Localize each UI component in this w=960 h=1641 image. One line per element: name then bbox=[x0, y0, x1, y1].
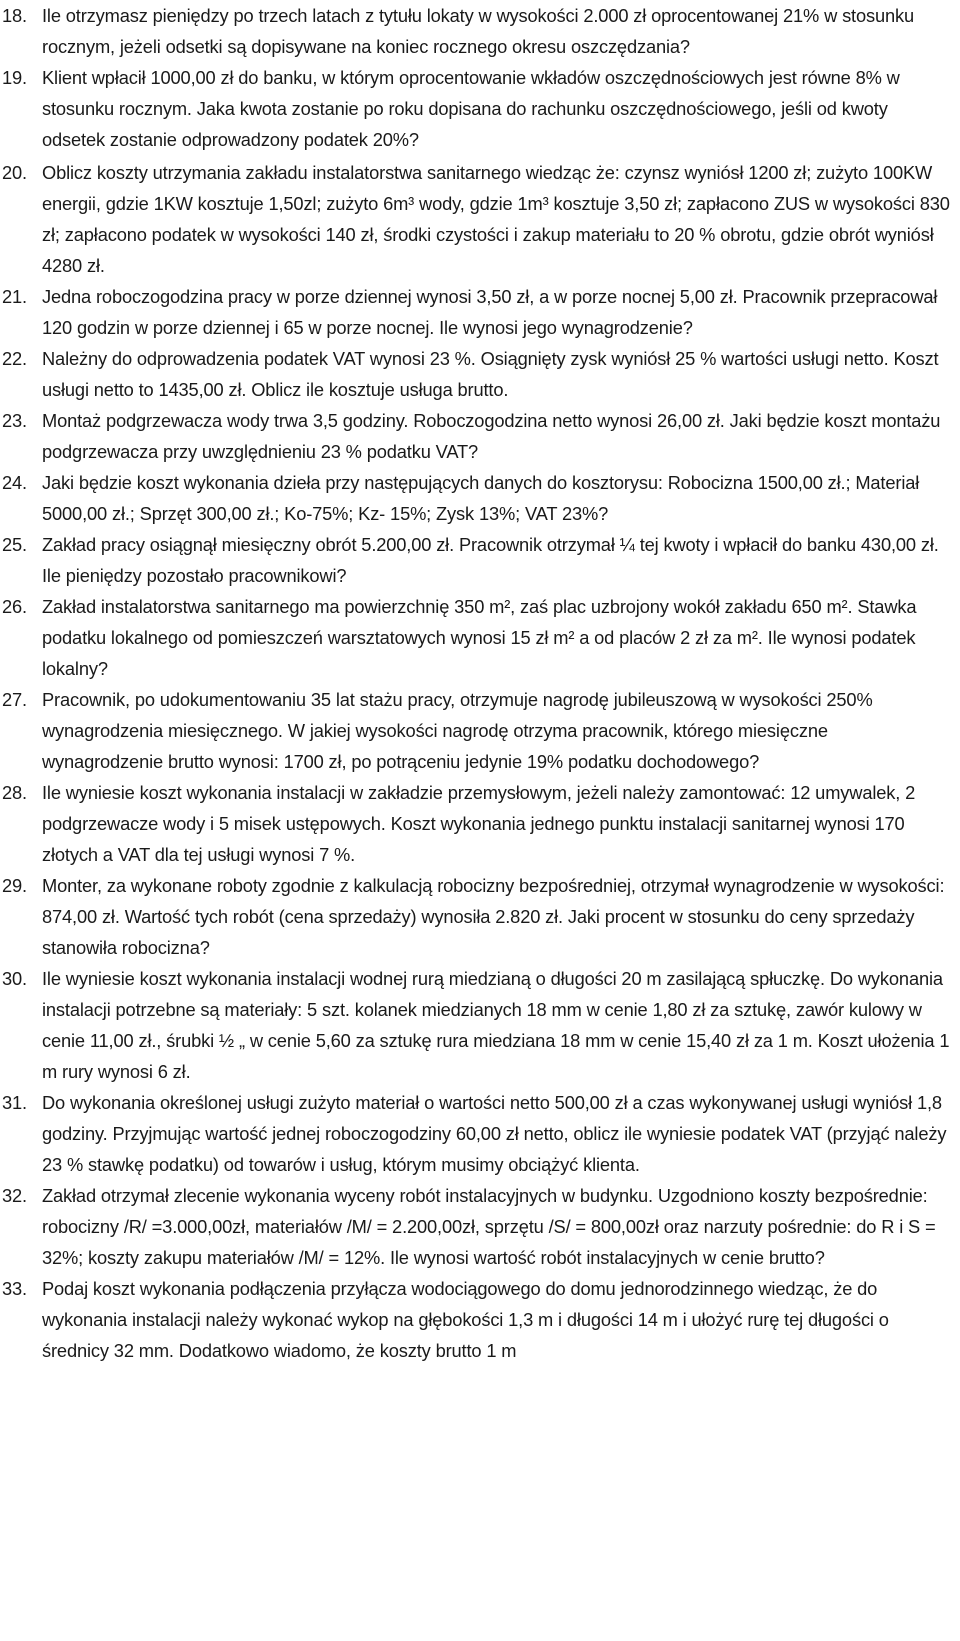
exercise-32 bbox=[2, 1180, 952, 1273]
exercise-number: 21. bbox=[2, 286, 27, 307]
exercise-22 bbox=[2, 343, 952, 405]
exercise-18 bbox=[2, 0, 952, 62]
exercise-text: Jedna roboczogodzina pracy w porze dziennej wynosi 3,50 zł, a w porze nocnej 5,00 zł. Pracownik przepracował 120 godzin w porze dziennej i 65 w porze nocnej. Ile wynosi jego wynagrodzenie? bbox=[42, 286, 938, 338]
exercise-text: Pracownik, po udokumentowaniu 35 lat stażu pracy, otrzymuje nagrodę jubileuszową w wysokości 250% wynagrodzenia miesięcznego. W jakiej wysokości nagrodę otrzyma pracownik, którego miesięczne wynagrodzenie brutto wynosi: 1700 zł, po potrąceniu jedynie 19% podatku dochodowego? bbox=[42, 689, 873, 772]
exercise-24 bbox=[2, 467, 952, 529]
exercise-number: 20. bbox=[2, 162, 27, 183]
exercise-28 bbox=[2, 777, 952, 870]
exercise-text: Należny do odprowadzenia podatek VAT wynosi 23 %. Osiągnięty zysk wyniósł 25 % wartości usługi netto. Koszt usługi netto to 1435,00 zł. Oblicz ile kosztuje usługa brutto. bbox=[42, 348, 939, 400]
exercise-text: Zakład otrzymał zlecenie wykonania wyceny robót instalacyjnych w budynku. Uzgodniono koszty bezpośrednie: robocizny /R/ =3.000,00zł, materiałów /M/ = 2.200,00zł, sprzętu /S/ = 800,00zł oraz narzuty pośrednie: do R i S = 32%; koszty zakupu materiałów /M/ = 12%. Ile wynosi wartość robót instalacyjnych w cenie brutto? bbox=[42, 1185, 936, 1268]
exercise-text: Ile wyniesie koszt wykonania instalacji w zakładzie przemysłowym, jeżeli należy zamontować: 12 umywalek, 2 podgrzewacze wody i 5 misek ustępowych. Koszt wykonania jednego punktu instalacji sanitarnej wynosi 170 złotych a VAT dla tej usługi wynosi 7 %. bbox=[42, 782, 916, 865]
exercise-20 bbox=[2, 157, 952, 281]
exercise-text: Ile otrzymasz pieniędzy po trzech latach z tytułu lokaty w wysokości 2.000 zł oprocentowanej 21% w stosunku rocznym, jeżeli odsetki są dopisywane na koniec rocznego okresu oszczędzania? bbox=[42, 5, 915, 57]
exercise-number: 33. bbox=[2, 1278, 27, 1299]
exercise-text: Zakład instalatorstwa sanitarnego ma powierzchnię 350 m², zaś plac uzbrojony wokół zakładu 650 m². Stawka podatku lokalnego od pomieszczeń warsztatowych wynosi 15 zł m² a od placów 2 zł za m². Ile wynosi podatek lokalny? bbox=[42, 596, 917, 679]
exercise-number: 23. bbox=[2, 410, 27, 431]
exercise-23 bbox=[2, 405, 952, 467]
exercise-21 bbox=[2, 281, 952, 343]
exercise-number: 27. bbox=[2, 689, 27, 710]
exercise-text: Oblicz koszty utrzymania zakładu instalatorstwa sanitarnego wiedząc że: czynsz wyniósł 1200 zł; zużyto 100KW energii, gdzie 1KW kosztuje 1,50zl; zużyto 6m³ wody, gdzie 1m³ kosztuje 3,50 zł; zapłacono ZUS w wysokości 830 zł; zapłacono podatek w wysokości 140 zł, środki czystości i zakup materiału to 20 % obrotu, gdzie obrót wyniósł 4280 zł. bbox=[42, 162, 950, 276]
exercise-25 bbox=[2, 529, 952, 591]
exercise-26 bbox=[2, 591, 952, 684]
exercise-text: Do wykonania określonej usługi zużyto materiał o wartości netto 500,00 zł a czas wykonywanej usługi wyniósł 1,8 godziny. Przyjmując wartość jednej roboczogodziny 60,00 zł netto, oblicz ile wyniesie podatek VAT (przyjąć należy 23 % stawkę podatku) od towarów i usług, którym musimy obciążyć klienta. bbox=[42, 1092, 947, 1175]
exercise-number: 28. bbox=[2, 782, 27, 803]
exercise-number: 30. bbox=[2, 968, 27, 989]
exercise-number: 26. bbox=[2, 596, 27, 617]
exercise-number: 32. bbox=[2, 1185, 27, 1206]
exercise-text: Podaj koszt wykonania podłączenia przyłącza wodociągowego do domu jednorodzinnego wiedząc, że do wykonania instalacji należy wykonać wykop na głębokości 1,3 m i długości 14 m i ułożyć rurę tej długości o średnicy 32 mm. Dodatkowo wiadomo, że koszty brutto 1 m bbox=[42, 1278, 889, 1361]
exercise-number: 19. bbox=[2, 67, 27, 88]
exercise-number: 24. bbox=[2, 472, 27, 493]
exercise-number: 18. bbox=[2, 5, 27, 26]
exercise-text: Zakład pracy osiągnął miesięczny obrót 5.200,00 zł. Pracownik otrzymał ¼ tej kwoty i wpłacił do banku 430,00 zł. Ile pieniędzy pozostało pracownikowi? bbox=[42, 534, 939, 586]
exercise-29 bbox=[2, 870, 952, 963]
exercise-30 bbox=[2, 963, 952, 1087]
exercise-text: Ile wyniesie koszt wykonania instalacji wodnej rurą miedzianą o długości 20 m zasilającą spłuczkę. Do wykonania instalacji potrzebne są materiały: 5 szt. kolanek miedzianych 18 mm w cenie 1,80 zł za sztukę, zawór kulowy w cenie 11,00 zł., śrubki ½ „ w cenie 5,60 za sztukę rura miedziana 18 mm w cenie 15,40 zł za 1 m. Koszt ułożenia 1 m rury wynosi 6 zł. bbox=[42, 968, 950, 1082]
exercise-19 bbox=[2, 62, 952, 155]
exercise-number: 31. bbox=[2, 1092, 27, 1113]
exercise-number: 22. bbox=[2, 348, 27, 369]
exercise-33 bbox=[2, 1273, 952, 1366]
exercise-text: Klient wpłacił 1000,00 zł do banku, w którym oprocentowanie wkładów oszczędnościowych jest równe 8% w stosunku rocznym. Jaka kwota zostanie po roku dopisana do rachunku oszczędnościowego, jeśli od kwoty odsetek zostanie odprowadzony podatek 20%? bbox=[42, 67, 900, 150]
exercise-31 bbox=[2, 1087, 952, 1180]
exercise-27 bbox=[2, 684, 952, 777]
exercise-text: Jaki będzie koszt wykonania dzieła przy następujących danych do kosztorysu: Robocizna 1500,00 zł.; Materiał 5000,00 zł.; Sprzęt 300,00 zł.; Ko-75%; Kz- 15%; Zysk 13%; VAT 23%? bbox=[42, 472, 920, 524]
exercise-text: Monter, za wykonane roboty zgodnie z kalkulacją robocizny bezpośredniej, otrzymał wynagrodzenie w wysokości: 874,00 zł. Wartość tych robót (cena sprzedaży) wynosiła 2.820 zł. Jaki procent w stosunku do ceny sprzedaży stanowiła robocizna? bbox=[42, 875, 945, 958]
exercise-number: 25. bbox=[2, 534, 27, 555]
exercise-number: 29. bbox=[2, 875, 27, 896]
exercise-list bbox=[2, 0, 952, 1366]
exercise-text: Montaż podgrzewacza wody trwa 3,5 godziny. Roboczogodzina netto wynosi 26,00 zł. Jaki będzie koszt montażu podgrzewacza przy uwzględnieniu 23 % podatku VAT? bbox=[42, 410, 941, 462]
